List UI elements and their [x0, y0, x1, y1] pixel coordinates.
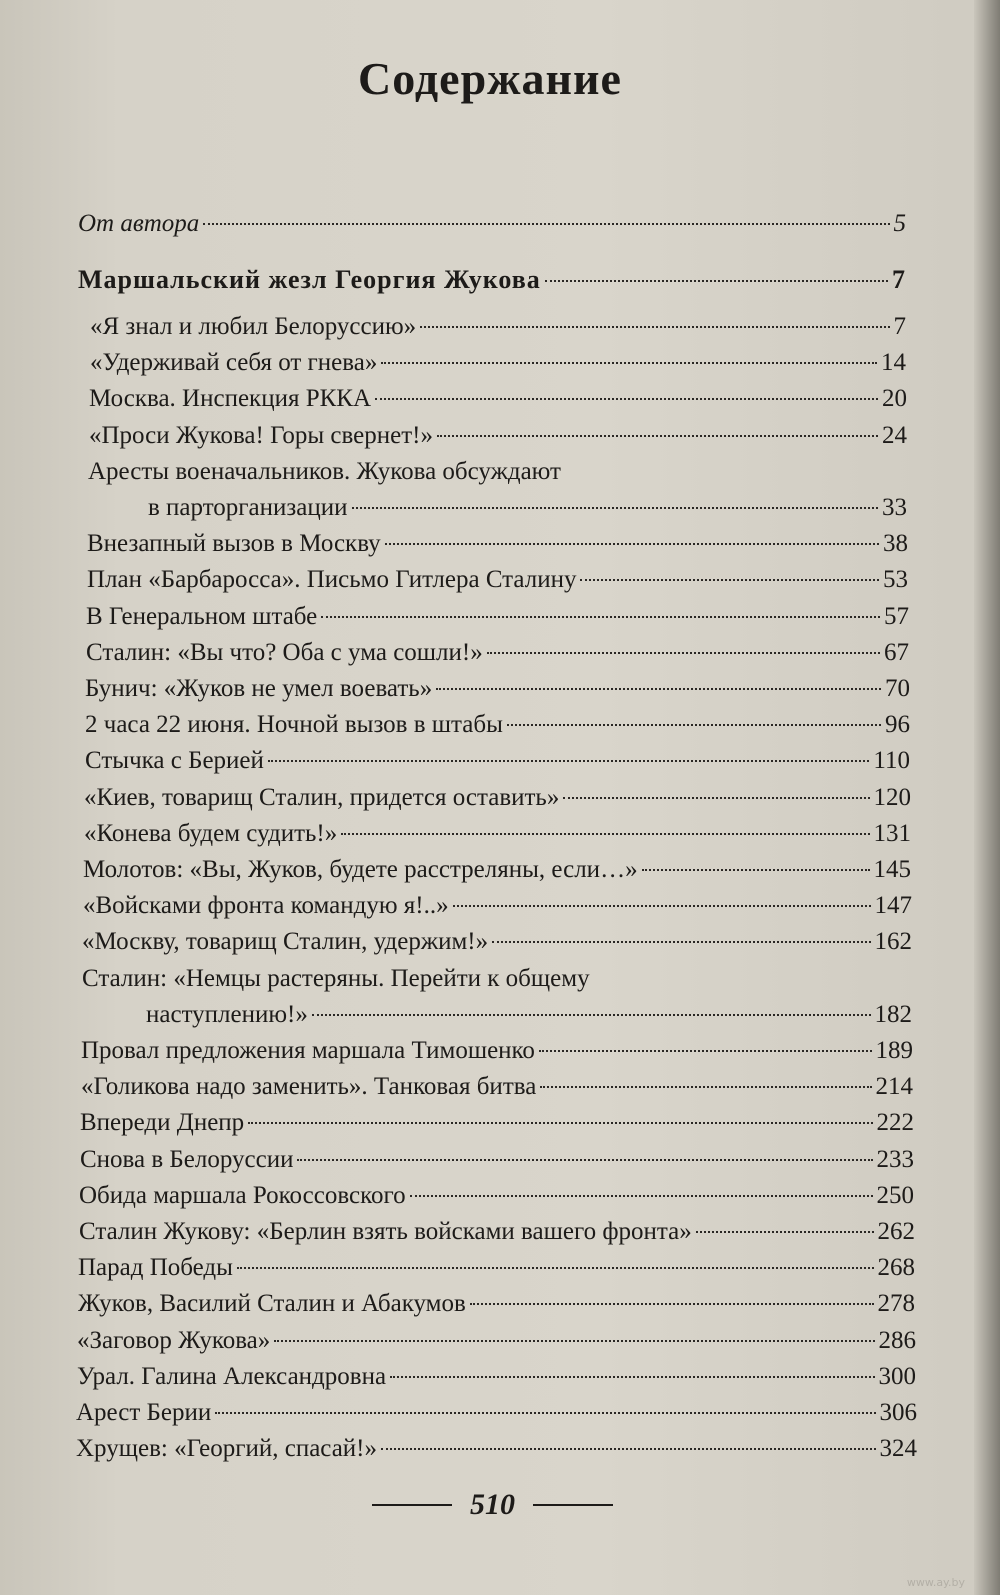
toc-intro-entry[interactable] [78, 209, 906, 239]
dot-leader [203, 223, 889, 225]
dot-leader [312, 1014, 871, 1016]
toc-chapter-entry[interactable] [84, 819, 911, 849]
dot-leader [437, 435, 878, 437]
footer-rule-right [533, 1504, 613, 1506]
dot-leader [381, 1448, 875, 1450]
toc-entry-page: 33 [882, 494, 907, 521]
toc-chapter-entry[interactable] [86, 638, 909, 668]
dot-leader [215, 1412, 875, 1414]
toc-chapter-entry[interactable] [77, 1362, 916, 1392]
toc-entry-title: «Киев, товарищ Сталин, придется оставить» [84, 784, 560, 811]
toc-entry-title: Сталин: «Вы что? Оба с ума сошли!» [86, 639, 483, 666]
dot-leader [375, 398, 878, 400]
toc-entry-page: 233 [876, 1146, 914, 1173]
toc-entry-page: 214 [875, 1073, 913, 1100]
toc-chapter-entry[interactable] [84, 783, 911, 813]
dot-leader [470, 1303, 874, 1305]
page-spine-shadow [974, 0, 1000, 1595]
toc-chapter-entry[interactable] [81, 1036, 913, 1066]
toc-entry-title: «Удерживай себя от гнева» [90, 349, 378, 376]
dot-leader [390, 1376, 874, 1378]
dot-leader [545, 280, 888, 282]
toc-entry-title: Снова в Белоруссии [80, 1146, 294, 1173]
toc-entry-page: 300 [878, 1363, 916, 1390]
toc-chapter-entry[interactable] [78, 1253, 915, 1283]
toc-entry-title: Провал предложения маршала Тимошенко [81, 1037, 535, 1064]
toc-chapter-entry[interactable] [78, 1289, 915, 1319]
toc-chapter-entry[interactable] [76, 1398, 917, 1428]
toc-chapter-entry[interactable] [76, 1434, 917, 1464]
dot-leader [642, 869, 870, 871]
toc-entry-title-line1: Сталин: «Немцы растеряны. Перейти к общему [82, 965, 590, 992]
toc-entry-title: «Проси Жукова! Горы свернет!» [89, 422, 433, 449]
toc-chapter-entry[interactable] [85, 710, 910, 740]
toc-entry-title: Хрущев: «Георгий, спасай!» [76, 1435, 378, 1462]
toc-entry-title: «Войсками фронта командую я!..» [83, 892, 449, 919]
toc-entry-title: Внезапный вызов в Москву [87, 530, 381, 557]
toc-chapter-entry[interactable] [90, 348, 906, 378]
dot-leader [321, 616, 880, 618]
toc-entry-page: 189 [875, 1037, 913, 1064]
toc-entry-title: «Голикова надо заменить». Танковая битва [81, 1073, 537, 1100]
dot-leader [436, 688, 881, 690]
toc-entry-page: 67 [884, 639, 909, 666]
toc-chapter-entry[interactable] [89, 384, 907, 414]
toc-chapter-entry[interactable] [87, 565, 908, 595]
toc-chapter-entry[interactable] [77, 1326, 916, 1356]
toc-entry-title: Молотов: «Вы, Жуков, будете расстреляны, если…» [83, 856, 638, 883]
toc-chapter-entry[interactable] [80, 1145, 914, 1175]
toc-entry-title: В Генеральном штабе [86, 603, 318, 630]
toc-entry-page: 262 [877, 1218, 915, 1245]
dot-leader [237, 1267, 874, 1269]
toc-chapter-entry[interactable] [83, 891, 912, 921]
toc-entry-title: Москва. Инспекция РККА [89, 385, 372, 412]
toc-chapter-entry[interactable] [87, 529, 908, 559]
toc-entry-title: От автора [78, 210, 200, 237]
toc-entry-title: Впереди Днепр [80, 1109, 245, 1136]
toc-entry-title-line1: Аресты военачальников. Жукова обсуждают [88, 458, 561, 485]
toc-entry-title: Сталин Жукову: «Берлин взять войсками вашего фронта» [79, 1218, 692, 1245]
toc-entry-page: 38 [883, 530, 908, 557]
toc-part-entry[interactable] [78, 265, 906, 295]
dot-leader [248, 1122, 872, 1124]
dot-leader [487, 652, 880, 654]
dot-leader [381, 362, 877, 364]
toc-entry-page: 7 [893, 313, 906, 340]
dot-leader [492, 941, 870, 943]
toc-entry-page: 145 [873, 856, 911, 883]
toc-entry-page: 147 [874, 892, 912, 919]
toc-entry-title: 2 часа 22 июня. Ночной вызов в штабы [85, 711, 503, 738]
toc-entry-page: 268 [877, 1254, 915, 1281]
footer-rule-left [372, 1504, 452, 1506]
toc-entry-page: 7 [892, 265, 906, 294]
dot-leader [580, 579, 879, 581]
toc-entry-title: Парад Победы [78, 1254, 233, 1281]
toc-entry-title: Жуков, Василий Сталин и Абакумов [78, 1290, 466, 1317]
dot-leader [352, 507, 878, 509]
dot-leader [268, 760, 870, 762]
watermark: www.ay.by [906, 1576, 965, 1589]
dot-leader [453, 905, 871, 907]
page-number: 510 [470, 1488, 515, 1521]
toc-chapter-entry[interactable] [85, 746, 910, 776]
toc-entry-title: «Заговор Жукова» [77, 1327, 271, 1354]
dot-leader [563, 797, 869, 799]
toc-entry-page: 53 [883, 566, 908, 593]
toc-entry-title: «Москву, товарищ Сталин, удержим!» [82, 928, 489, 955]
toc-entry-title: Бунич: «Жуков не умел воевать» [85, 675, 433, 702]
toc-entry-title: План «Барбаросса». Письмо Гитлера Сталину [87, 566, 577, 593]
toc-entry-page: 278 [877, 1290, 915, 1317]
dot-leader [297, 1159, 872, 1161]
toc-entry-page: 96 [885, 711, 910, 738]
toc-entry-title: Маршальский жезл Георгия Жукова [78, 265, 541, 294]
toc-entry-page: 306 [879, 1399, 917, 1426]
toc-chapter-entry[interactable] [80, 1108, 914, 1138]
toc-entry-title: Урал. Галина Александровна [77, 1363, 387, 1390]
toc-entry-page: 14 [881, 349, 906, 376]
toc-entry-page: 110 [873, 747, 910, 774]
dot-leader [410, 1195, 873, 1197]
toc-entry-page: 182 [874, 1001, 912, 1028]
toc-entry-page: 162 [874, 928, 912, 955]
toc-chapter-entry[interactable] [148, 493, 907, 523]
toc-entry-page: 120 [873, 784, 911, 811]
page-title: Содержание [358, 53, 622, 104]
toc-chapter-entry[interactable] [146, 1000, 912, 1030]
dot-leader [385, 543, 879, 545]
page-footer [355, 1485, 630, 1525]
dot-leader [341, 833, 869, 835]
toc-chapter-entry[interactable] [86, 602, 909, 632]
toc-entry-title: Стычка с Берией [85, 747, 264, 774]
toc-entry-title: наступлению!» [146, 1001, 308, 1028]
dot-leader [420, 326, 889, 328]
dot-leader [539, 1050, 872, 1052]
toc-entry-page: 324 [879, 1435, 917, 1462]
toc-chapter-entry[interactable] [82, 927, 912, 957]
dot-leader [507, 724, 881, 726]
toc-chapter-entry[interactable] [89, 421, 907, 451]
toc-entry-page: 286 [878, 1327, 916, 1354]
dot-leader [540, 1086, 871, 1088]
toc-entry-page: 70 [885, 675, 910, 702]
toc-entry-title: Обида маршала Рокоссовского [79, 1182, 406, 1209]
toc-entry-title: «Я знал и любил Белоруссию» [90, 313, 417, 340]
toc-entry-page: 131 [873, 820, 911, 847]
toc-entry-page: 250 [876, 1182, 914, 1209]
toc-chapter-entry[interactable] [85, 674, 910, 704]
toc-chapter-entry[interactable] [90, 312, 906, 342]
toc-chapter-entry[interactable] [83, 855, 911, 885]
toc-entry-page: 20 [882, 385, 907, 412]
toc-chapter-entry[interactable] [79, 1217, 915, 1247]
toc-entry-page: 5 [893, 210, 906, 237]
toc-entry-page: 24 [882, 422, 907, 449]
toc-entry-title: в парторганизации [148, 494, 348, 521]
dot-leader [274, 1340, 874, 1342]
toc-chapter-entry[interactable] [81, 1072, 913, 1102]
toc-entry-title: «Конева будем судить!» [84, 820, 338, 847]
toc-chapter-entry[interactable] [79, 1181, 914, 1211]
toc-entry-title: Арест Берии [76, 1399, 212, 1426]
toc-entry-page: 222 [876, 1109, 914, 1136]
dot-leader [696, 1231, 874, 1233]
toc-entry-page: 57 [884, 603, 909, 630]
